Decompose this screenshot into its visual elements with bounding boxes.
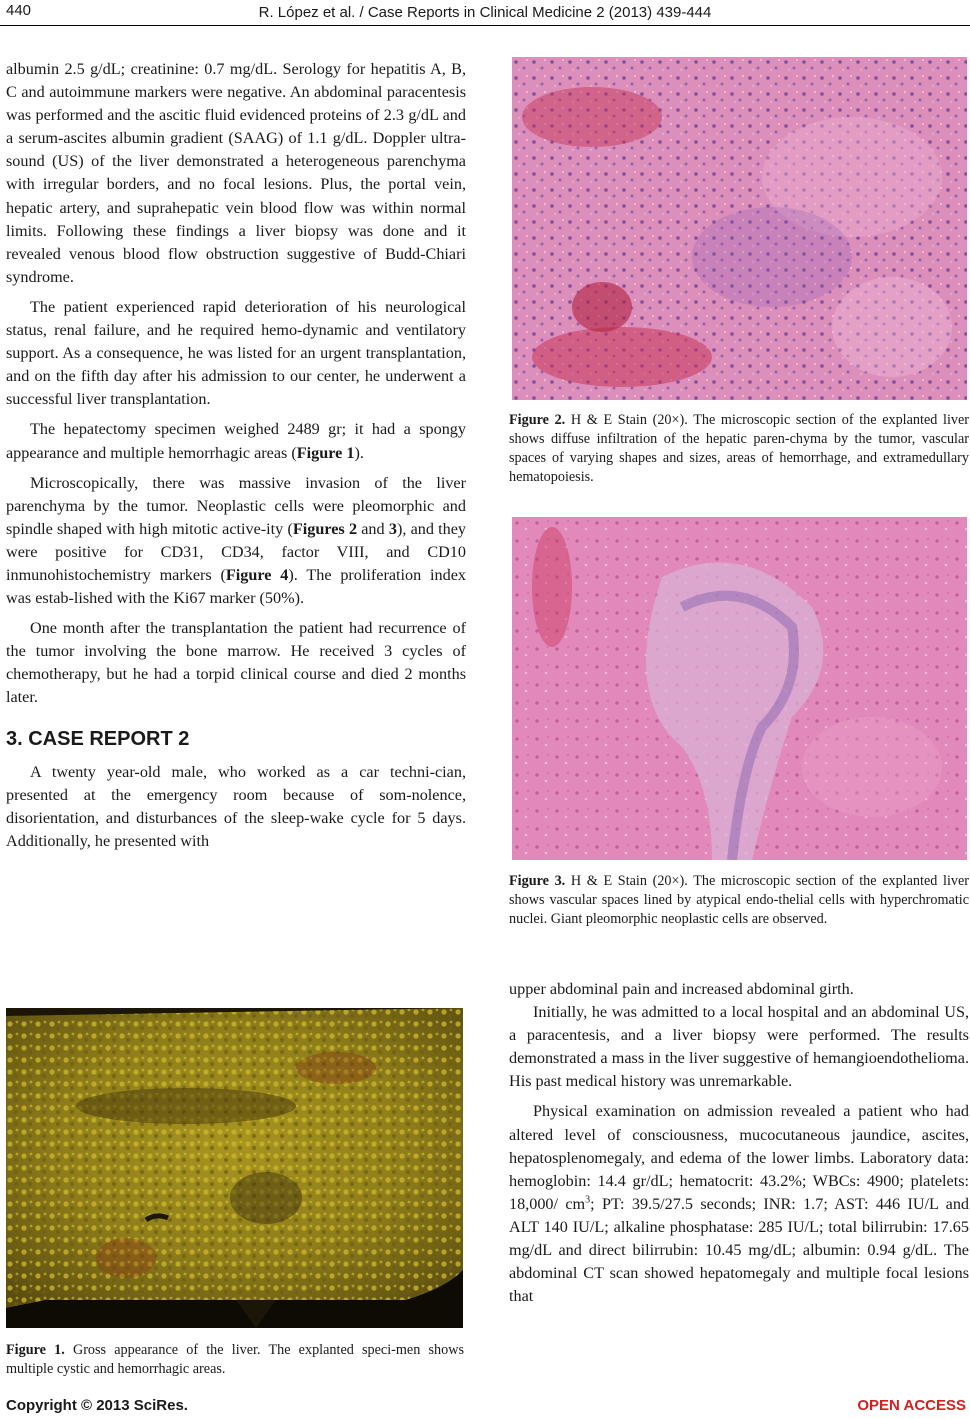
figure-2-label: Figure 2. bbox=[509, 412, 566, 428]
left-column bbox=[6, 58, 466, 853]
paragraph-lab-results: albumin 2.5 g/dL; creatinine: 0.7 mg/dL. Serology for hepatitis A, B, C and autoimmune markers were negative. An abdominal paracentesis was performed and the ascitic fluid evidenced proteins of 2.3 g/dL and a serum-ascites albumin gradient (SAAG) of 1.1 g/dL. Doppler ultra-sound (US) of the liver demonstrated a heterogeneous parenchyma with irregular borders, and no focal lesions. Plus, the portal vein, hepatic artery, and suprahepatic vein blood flow was within normal limits. Following these findings a liver biopsy was done and it revealed venous blood flow obstruction suggestive of Budd-Chiari syndrome. bbox=[6, 60, 466, 286]
he-stain-image-2 bbox=[512, 57, 967, 400]
paragraph-admission: Initially, he was admitted to a local hospital and an abdominal US, a paracentesis, and a liver biopsy were performed. The results demonstrated a mass in the liver suggestive of hemangioendothelioma. His past medical history was unremarkable. bbox=[509, 1003, 969, 1091]
paragraph-case-2-intro: A twenty year-old male, who worked as a car techni-cian, presented at the emergency room because of som-nolence, disorientation, and disturbances of the sleep-wake cycle for 5 days. Additionally, he presented with bbox=[6, 762, 466, 850]
figure-1-liver-photo bbox=[6, 1008, 463, 1328]
right-column bbox=[509, 978, 969, 1308]
page-number: 440 bbox=[6, 2, 32, 19]
figure-2-micrograph bbox=[512, 57, 967, 400]
figure-3-label: Figure 3. bbox=[509, 873, 566, 889]
paragraph-deterioration: The patient experienced rapid deterioration of his neurological status, renal failure, and he required hemo-dynamic and ventilatory support. As a consequence, he was listed for an urgent transplantation, and on the fifth day after his admission to our center, he underwent a successful liver transplantation. bbox=[6, 297, 466, 409]
copyright-notice: Copyright © 2013 SciRes. bbox=[6, 1397, 188, 1414]
figure-2-caption bbox=[509, 411, 969, 487]
figure-3-caption-text: H & E Stain (20×). The microscopic section of the explanted liver shows vascular spaces lined by atypical endo-thelial cells with hyperchromatic nuclei. Giant pleomorphic neoplastic cells are observed. bbox=[509, 873, 970, 927]
figure-4-reference[interactable]: Figure 4 bbox=[225, 565, 289, 584]
figure-1-caption-text: Gross appearance of the liver. The explanted speci-men shows multiple cystic and hemorrhagic areas. bbox=[6, 1342, 464, 1377]
header-rule bbox=[0, 25, 970, 26]
paragraph-abdominal-pain: upper abdominal pain and increased abdominal girth. bbox=[509, 980, 854, 998]
running-head: R. López et al. / Case Reports in Clinical Medicine 2 (2013) 439-444 bbox=[258, 4, 712, 21]
open-access-label[interactable]: OPEN ACCESS bbox=[857, 1397, 966, 1414]
paragraph-physical-exam: Physical examination on admission revealed a patient who had altered level of consciousness, mucocutaneous jaundice, ascites, hepatosplenomegaly, and edema of the lower limbs. Laboratory data: hemoglobin: 14.4 gr/dL; hematocrit: 43.2%; WBCs: 4900; platelets: 18,000/ $cm^3$; PT: 39.5/27.5 seconds; INR: 1.7; AST: 446 IU/L and ALT 140 IU/L; alkaline phosphatase: 285 IU/L; total bilirrubin: 17.65 mg/dL and direct bilirrubin: 10.45 mg/dL; albumin: 0.94 g/dL. The abdominal CT scan showed hepatomegaly and multiple focal lesions that bbox=[509, 1102, 970, 1306]
figure-2-caption-text: H & E Stain (20×). The microscopic section of the explanted liver shows diffuse infiltration of the hepatic paren-chyma by the tumor, vascular spaces of varying shapes and sizes, areas of hemorrhage, and extramedullary hematopoiesis. bbox=[509, 412, 970, 485]
figure-2-reference[interactable]: Figures 2 bbox=[292, 519, 358, 538]
liver-gross-image bbox=[6, 1008, 463, 1328]
section-heading: 3. CASE REPORT 2 bbox=[6, 727, 190, 750]
figure-3-caption bbox=[509, 872, 969, 929]
paragraph-recurrence: One month after the transplantation the patient had recurrence of the tumor involving the bone marrow. He received 3 cycles of chemotherapy, but he had a torpid clinical course and died 2 months later. bbox=[6, 619, 466, 707]
paragraph-specimen: The hepatectomy specimen weighed 2489 gr; it had a spongy appearance and multiple hemorrhagic areas (Figure 1). bbox=[6, 420, 466, 462]
figure-3-reference[interactable]: 3 bbox=[388, 519, 397, 538]
figure-1-caption bbox=[6, 1341, 464, 1379]
figure-1-reference[interactable]: Figure 1 bbox=[296, 443, 355, 462]
he-stain-image-3 bbox=[512, 517, 967, 860]
figure-1-label: Figure 1. bbox=[6, 1342, 65, 1358]
figure-3-micrograph bbox=[512, 517, 967, 860]
paragraph-microscopy: Microscopically, there was massive invasion of the liver parenchyma by the tumor. Neoplastic cells were pleomorphic and spindle shaped with high mitotic active-ity (Figures 2 and 3), and they were positive for CD31, CD34, factor VIII, and CD10 inmunohistochemistry markers (Figure 4). The proliferation index was estab-lished with the Ki67 marker (50%). bbox=[6, 473, 467, 608]
